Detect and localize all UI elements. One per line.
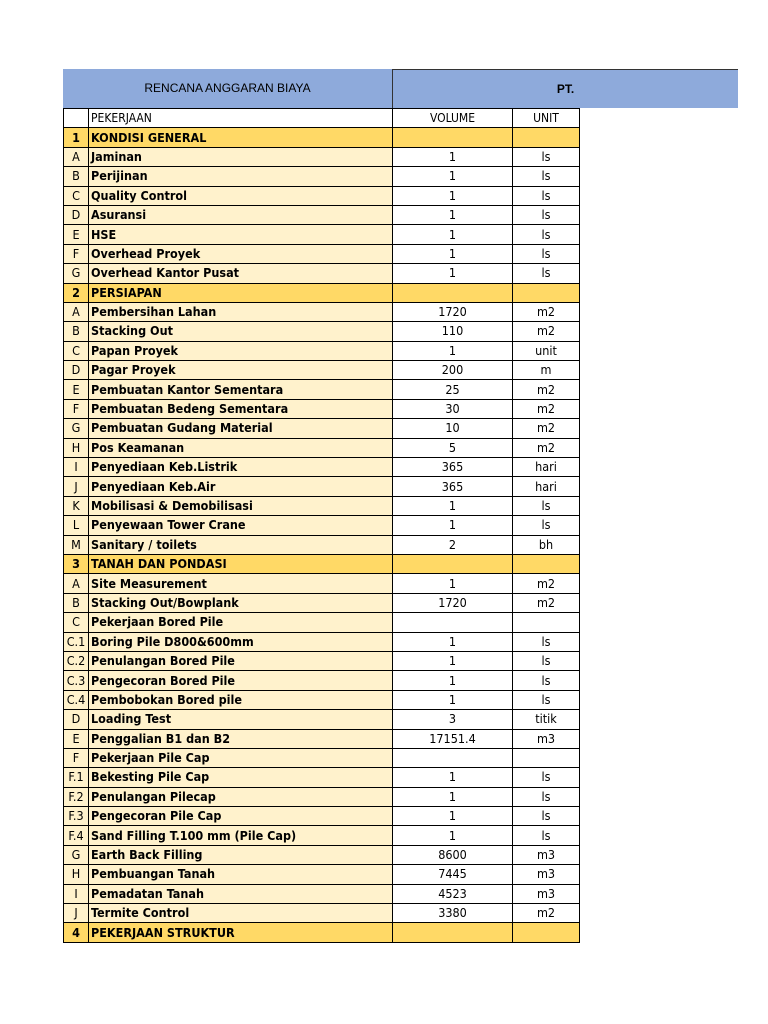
- row-volume-cell[interactable]: 1: [393, 807, 513, 826]
- row-unit-cell[interactable]: m3: [513, 884, 580, 903]
- row-unit-cell[interactable]: [513, 283, 580, 302]
- row-volume-cell[interactable]: 1: [393, 167, 513, 186]
- row-pekerjaan-cell[interactable]: Quality Control: [89, 186, 393, 205]
- row-code-cell[interactable]: C.1: [64, 632, 89, 651]
- table-row: [64, 167, 580, 186]
- table-header-row: [64, 109, 580, 128]
- table-row: [64, 477, 580, 496]
- row-code-cell[interactable]: G: [64, 264, 89, 283]
- row-unit-cell[interactable]: ls: [513, 186, 580, 205]
- row-volume-cell[interactable]: 5: [393, 438, 513, 457]
- table-row: [64, 225, 580, 244]
- table-row: [64, 748, 580, 767]
- row-unit-cell[interactable]: m3: [513, 729, 580, 748]
- row-volume-cell[interactable]: [393, 554, 513, 573]
- row-code-cell[interactable]: I: [64, 884, 89, 903]
- table-row: [64, 458, 580, 477]
- row-unit-cell[interactable]: ls: [513, 496, 580, 515]
- table-row: [64, 593, 580, 612]
- row-pekerjaan-cell[interactable]: Stacking Out: [89, 322, 393, 341]
- row-volume-cell[interactable]: 7445: [393, 865, 513, 884]
- row-unit-cell[interactable]: m2: [513, 904, 580, 923]
- row-volume-cell[interactable]: 1: [393, 341, 513, 360]
- row-code-cell[interactable]: B: [64, 167, 89, 186]
- row-pekerjaan-cell[interactable]: Jaminan: [89, 147, 393, 166]
- row-pekerjaan-cell[interactable]: Pembersihan Lahan: [89, 302, 393, 321]
- row-code-cell[interactable]: E: [64, 729, 89, 748]
- table-row: [64, 496, 580, 515]
- row-code-cell[interactable]: C.4: [64, 690, 89, 709]
- row-code-cell[interactable]: E: [64, 225, 89, 244]
- row-code-cell[interactable]: J: [64, 477, 89, 496]
- row-pekerjaan-cell[interactable]: Penggalian B1 dan B2: [89, 729, 393, 748]
- row-code-cell[interactable]: I: [64, 458, 89, 477]
- row-code-cell[interactable]: M: [64, 535, 89, 554]
- row-volume-cell[interactable]: [393, 748, 513, 767]
- header-unit-cell[interactable]: UNIT: [513, 109, 580, 128]
- row-volume-cell[interactable]: [393, 283, 513, 302]
- row-volume-cell[interactable]: [393, 613, 513, 632]
- row-pekerjaan-cell[interactable]: Pemadatan Tanah: [89, 884, 393, 903]
- row-code-cell[interactable]: 4: [64, 923, 89, 942]
- row-unit-cell[interactable]: hari: [513, 477, 580, 496]
- row-code-cell[interactable]: D: [64, 205, 89, 224]
- row-pekerjaan-cell[interactable]: Pagar Proyek: [89, 361, 393, 380]
- row-pekerjaan-cell[interactable]: Pekerjaan Bored Pile: [89, 613, 393, 632]
- row-volume-cell[interactable]: 17151.4: [393, 729, 513, 748]
- row-unit-cell[interactable]: [513, 554, 580, 573]
- row-pekerjaan-cell[interactable]: Pengecoran Bored Pile: [89, 671, 393, 690]
- table-row: [64, 690, 580, 709]
- row-code-cell[interactable]: J: [64, 904, 89, 923]
- table-row: [64, 865, 580, 884]
- table-row: [64, 768, 580, 787]
- table-row: [64, 710, 580, 729]
- row-unit-cell[interactable]: [513, 128, 580, 147]
- row-unit-cell[interactable]: ls: [513, 516, 580, 535]
- company-name[interactable]: PT.: [393, 69, 738, 108]
- table-row: [64, 671, 580, 690]
- row-unit-cell[interactable]: m2: [513, 419, 580, 438]
- table-row: [64, 574, 580, 593]
- row-pekerjaan-cell[interactable]: Stacking Out/Bowplank: [89, 593, 393, 612]
- row-volume-cell[interactable]: 365: [393, 458, 513, 477]
- row-volume-cell[interactable]: [393, 128, 513, 147]
- budget-table: [63, 108, 580, 943]
- row-volume-cell[interactable]: 1: [393, 690, 513, 709]
- row-volume-cell[interactable]: 1720: [393, 593, 513, 612]
- row-unit-cell[interactable]: ls: [513, 787, 580, 806]
- row-code-cell[interactable]: F.3: [64, 807, 89, 826]
- row-code-cell[interactable]: A: [64, 147, 89, 166]
- row-code-cell[interactable]: C: [64, 186, 89, 205]
- table-row: [64, 845, 580, 864]
- row-volume-cell[interactable]: 1: [393, 768, 513, 787]
- row-pekerjaan-cell[interactable]: Penyediaan Keb.Air: [89, 477, 393, 496]
- document-title[interactable]: RENCANA ANGGARAN BIAYA: [63, 69, 393, 108]
- row-pekerjaan-cell[interactable]: Penyediaan Keb.Listrik: [89, 458, 393, 477]
- row-unit-cell[interactable]: ls: [513, 651, 580, 670]
- row-pekerjaan-cell[interactable]: Loading Test: [89, 710, 393, 729]
- row-code-cell[interactable]: 1: [64, 128, 89, 147]
- row-volume-cell[interactable]: 4523: [393, 884, 513, 903]
- table-row: [64, 651, 580, 670]
- table-row: [64, 361, 580, 380]
- row-pekerjaan-cell[interactable]: Pembuatan Gudang Material: [89, 419, 393, 438]
- row-unit-cell[interactable]: m3: [513, 845, 580, 864]
- row-volume-cell[interactable]: [393, 923, 513, 942]
- row-code-cell[interactable]: H: [64, 865, 89, 884]
- table-row: [64, 380, 580, 399]
- row-volume-cell[interactable]: 1: [393, 574, 513, 593]
- row-volume-cell[interactable]: 1: [393, 516, 513, 535]
- table-row: [64, 419, 580, 438]
- row-code-cell[interactable]: 2: [64, 283, 89, 302]
- row-pekerjaan-cell[interactable]: Pembobokan Bored pile: [89, 690, 393, 709]
- table-row: [64, 535, 580, 554]
- row-pekerjaan-cell[interactable]: Penulangan Bored Pile: [89, 651, 393, 670]
- row-code-cell[interactable]: G: [64, 845, 89, 864]
- row-unit-cell[interactable]: m2: [513, 322, 580, 341]
- row-volume-cell[interactable]: 1: [393, 671, 513, 690]
- row-volume-cell[interactable]: 1: [393, 244, 513, 263]
- row-pekerjaan-cell[interactable]: Pos Keamanan: [89, 438, 393, 457]
- row-volume-cell[interactable]: 2: [393, 535, 513, 554]
- row-code-cell[interactable]: D: [64, 361, 89, 380]
- row-pekerjaan-cell[interactable]: PEKERJAAN STRUKTUR: [89, 923, 393, 942]
- section-row: [64, 923, 580, 942]
- table-row: [64, 244, 580, 263]
- table-row: [64, 399, 580, 418]
- row-pekerjaan-cell[interactable]: Mobilisasi & Demobilisasi: [89, 496, 393, 515]
- table-row: [64, 205, 580, 224]
- table-row: [64, 904, 580, 923]
- row-pekerjaan-cell[interactable]: Papan Proyek: [89, 341, 393, 360]
- row-pekerjaan-cell[interactable]: Sand Filling T.100 mm (Pile Cap): [89, 826, 393, 845]
- row-pekerjaan-cell[interactable]: Boring Pile D800&600mm: [89, 632, 393, 651]
- row-pekerjaan-cell[interactable]: Earth Back Filling: [89, 845, 393, 864]
- row-code-cell[interactable]: F.4: [64, 826, 89, 845]
- row-unit-cell[interactable]: [513, 923, 580, 942]
- row-unit-cell[interactable]: m2: [513, 593, 580, 612]
- row-code-cell[interactable]: H: [64, 438, 89, 457]
- table-row: [64, 807, 580, 826]
- row-unit-cell[interactable]: m3: [513, 865, 580, 884]
- row-pekerjaan-cell[interactable]: Perijinan: [89, 167, 393, 186]
- table-row: [64, 826, 580, 845]
- row-volume-cell[interactable]: 3380: [393, 904, 513, 923]
- row-code-cell[interactable]: F: [64, 244, 89, 263]
- row-unit-cell[interactable]: ls: [513, 225, 580, 244]
- row-code-cell[interactable]: C: [64, 613, 89, 632]
- row-unit-cell[interactable]: ls: [513, 807, 580, 826]
- row-volume-cell[interactable]: 1: [393, 225, 513, 244]
- row-volume-cell[interactable]: 1: [393, 264, 513, 283]
- row-pekerjaan-cell[interactable]: Overhead Proyek: [89, 244, 393, 263]
- row-unit-cell[interactable]: ls: [513, 147, 580, 166]
- row-code-cell[interactable]: E: [64, 380, 89, 399]
- row-volume-cell[interactable]: 3: [393, 710, 513, 729]
- row-pekerjaan-cell[interactable]: Asuransi: [89, 205, 393, 224]
- table-row: [64, 787, 580, 806]
- row-code-cell[interactable]: B: [64, 322, 89, 341]
- row-code-cell[interactable]: L: [64, 516, 89, 535]
- row-volume-cell[interactable]: 1: [393, 826, 513, 845]
- row-code-cell[interactable]: B: [64, 593, 89, 612]
- table-row: [64, 516, 580, 535]
- header-volume-cell[interactable]: VOLUME: [393, 109, 513, 128]
- row-code-cell[interactable]: A: [64, 302, 89, 321]
- row-pekerjaan-cell[interactable]: Pembuatan Bedeng Sementara: [89, 399, 393, 418]
- row-unit-cell[interactable]: ls: [513, 826, 580, 845]
- row-pekerjaan-cell[interactable]: Penulangan Pilecap: [89, 787, 393, 806]
- row-volume-cell[interactable]: 30: [393, 399, 513, 418]
- row-pekerjaan-cell[interactable]: Overhead Kantor Pusat: [89, 264, 393, 283]
- row-pekerjaan-cell[interactable]: Pembuangan Tanah: [89, 865, 393, 884]
- table-row: [64, 729, 580, 748]
- row-pekerjaan-cell[interactable]: Pengecoran Pile Cap: [89, 807, 393, 826]
- row-volume-cell[interactable]: 1720: [393, 302, 513, 321]
- row-code-cell[interactable]: D: [64, 710, 89, 729]
- row-unit-cell[interactable]: [513, 748, 580, 767]
- row-unit-cell[interactable]: ls: [513, 671, 580, 690]
- row-volume-cell[interactable]: 1: [393, 496, 513, 515]
- row-unit-cell[interactable]: ls: [513, 244, 580, 263]
- row-volume-cell[interactable]: 200: [393, 361, 513, 380]
- row-unit-cell[interactable]: hari: [513, 458, 580, 477]
- row-unit-cell[interactable]: m2: [513, 399, 580, 418]
- row-code-cell[interactable]: 3: [64, 554, 89, 573]
- row-code-cell[interactable]: C.2: [64, 651, 89, 670]
- table-row: [64, 341, 580, 360]
- row-unit-cell[interactable]: ls: [513, 632, 580, 651]
- row-pekerjaan-cell[interactable]: Site Measurement: [89, 574, 393, 593]
- row-volume-cell[interactable]: 1: [393, 147, 513, 166]
- row-unit-cell[interactable]: m: [513, 361, 580, 380]
- row-pekerjaan-cell[interactable]: HSE: [89, 225, 393, 244]
- row-pekerjaan-cell[interactable]: Bekesting Pile Cap: [89, 768, 393, 787]
- row-code-cell[interactable]: F.1: [64, 768, 89, 787]
- table-row: [64, 147, 580, 166]
- row-volume-cell[interactable]: 110: [393, 322, 513, 341]
- table-row: [64, 302, 580, 321]
- header-pekerjaan-cell[interactable]: PEKERJAAN: [89, 109, 393, 128]
- table-row: [64, 264, 580, 283]
- row-volume-cell[interactable]: 1: [393, 787, 513, 806]
- row-unit-cell[interactable]: ls: [513, 167, 580, 186]
- row-unit-cell[interactable]: ls: [513, 205, 580, 224]
- table-row: [64, 613, 580, 632]
- table-row: [64, 322, 580, 341]
- row-code-cell[interactable]: F.2: [64, 787, 89, 806]
- table-row: [64, 884, 580, 903]
- row-pekerjaan-cell[interactable]: Pekerjaan Pile Cap: [89, 748, 393, 767]
- row-code-cell[interactable]: A: [64, 574, 89, 593]
- title-banner: [63, 69, 738, 108]
- row-code-cell[interactable]: K: [64, 496, 89, 515]
- row-pekerjaan-cell[interactable]: Termite Control: [89, 904, 393, 923]
- row-volume-cell[interactable]: 1: [393, 651, 513, 670]
- section-row: [64, 128, 580, 147]
- row-volume-cell[interactable]: 25: [393, 380, 513, 399]
- row-volume-cell[interactable]: 1: [393, 186, 513, 205]
- row-code-cell[interactable]: C: [64, 341, 89, 360]
- table-row: [64, 186, 580, 205]
- row-volume-cell[interactable]: 365: [393, 477, 513, 496]
- row-unit-cell[interactable]: m2: [513, 302, 580, 321]
- row-volume-cell[interactable]: 10: [393, 419, 513, 438]
- row-code-cell[interactable]: C.3: [64, 671, 89, 690]
- section-row: [64, 283, 580, 302]
- row-volume-cell[interactable]: 1: [393, 632, 513, 651]
- section-row: [64, 554, 580, 573]
- row-unit-cell[interactable]: m2: [513, 380, 580, 399]
- row-unit-cell[interactable]: m2: [513, 438, 580, 457]
- row-code-cell[interactable]: F: [64, 748, 89, 767]
- row-volume-cell[interactable]: 1: [393, 205, 513, 224]
- row-unit-cell[interactable]: ls: [513, 768, 580, 787]
- row-unit-cell[interactable]: ls: [513, 264, 580, 283]
- row-pekerjaan-cell[interactable]: TANAH DAN PONDASI: [89, 554, 393, 573]
- row-pekerjaan-cell[interactable]: KONDISI GENERAL: [89, 128, 393, 147]
- row-pekerjaan-cell[interactable]: Pembuatan Kantor Sementara: [89, 380, 393, 399]
- table-row: [64, 438, 580, 457]
- table-row: [64, 632, 580, 651]
- row-unit-cell[interactable]: m2: [513, 574, 580, 593]
- row-unit-cell[interactable]: ls: [513, 690, 580, 709]
- row-unit-cell[interactable]: [513, 613, 580, 632]
- header-code-cell[interactable]: [64, 109, 89, 128]
- row-volume-cell[interactable]: 8600: [393, 845, 513, 864]
- row-pekerjaan-cell[interactable]: Penyewaan Tower Crane: [89, 516, 393, 535]
- row-code-cell[interactable]: G: [64, 419, 89, 438]
- row-pekerjaan-cell[interactable]: Sanitary / toilets: [89, 535, 393, 554]
- row-unit-cell[interactable]: bh: [513, 535, 580, 554]
- row-pekerjaan-cell[interactable]: PERSIAPAN: [89, 283, 393, 302]
- row-code-cell[interactable]: F: [64, 399, 89, 418]
- row-unit-cell[interactable]: titik: [513, 710, 580, 729]
- row-unit-cell[interactable]: unit: [513, 341, 580, 360]
